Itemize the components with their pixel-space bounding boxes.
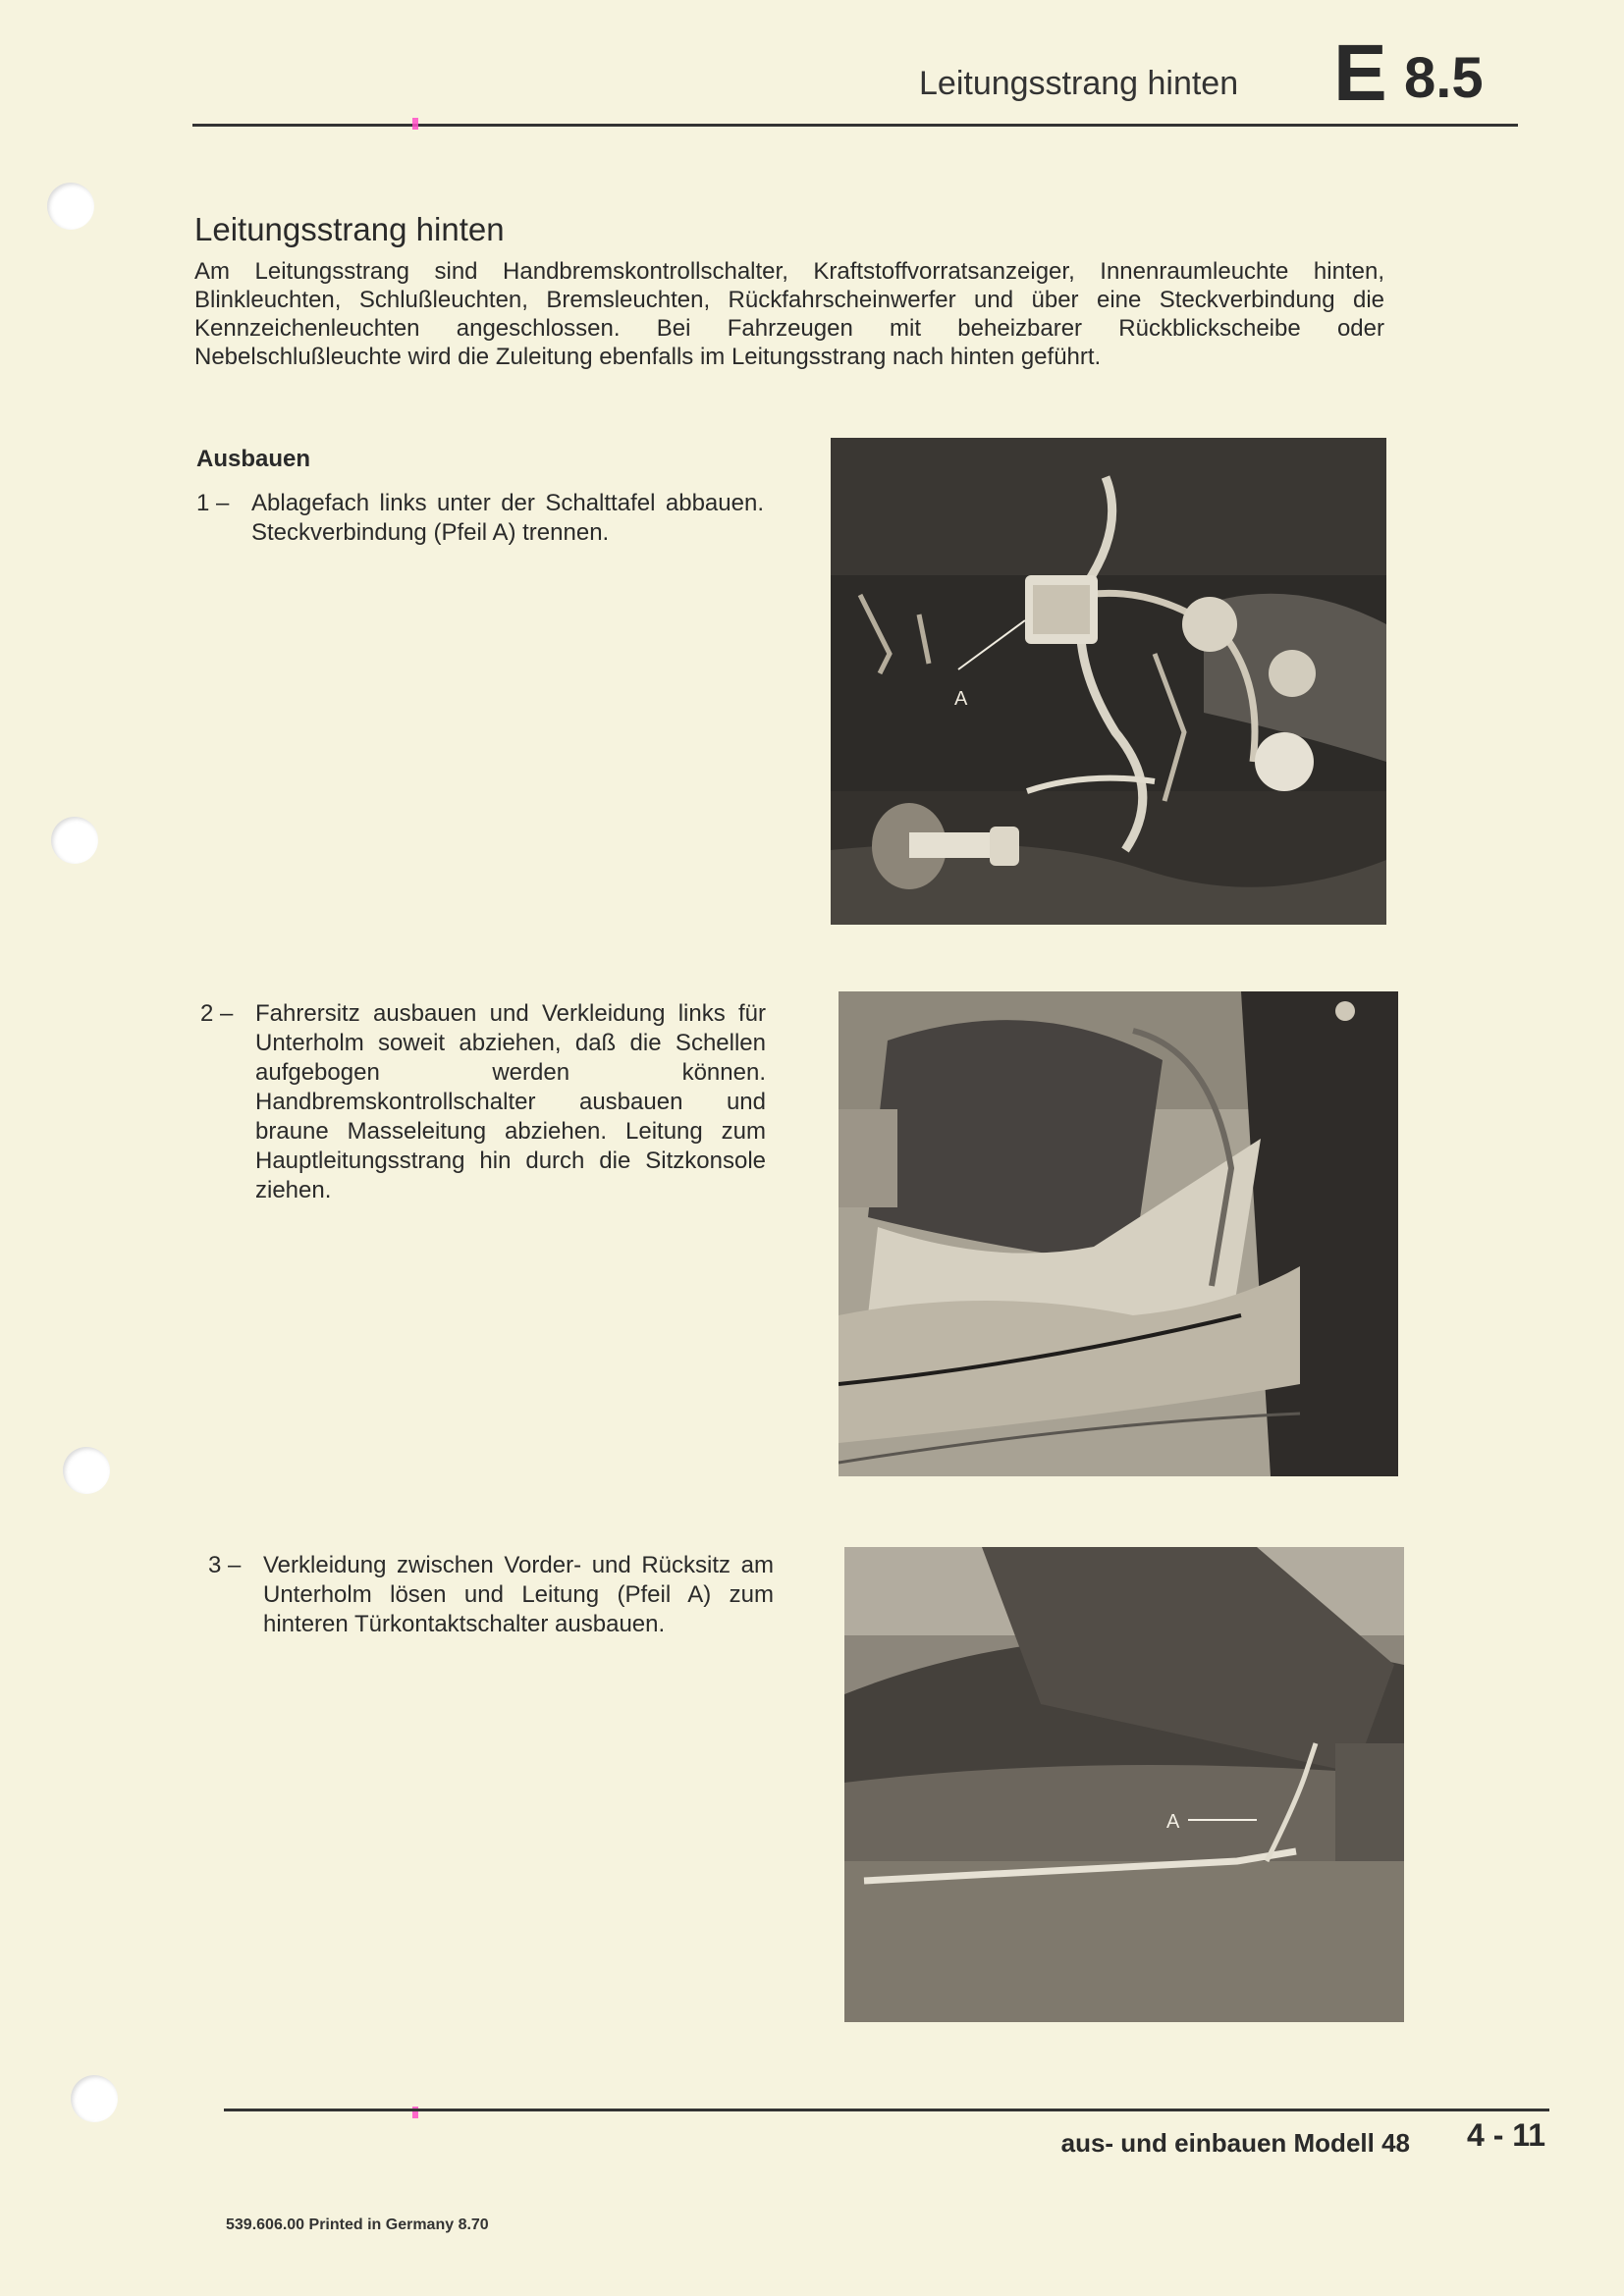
step-number: 3 – [208,1552,242,1578]
photo-label-a: A [954,688,968,710]
page-title: Leitungsstrang hinten [194,211,505,247]
photo-seat-console [839,991,1398,1476]
step-number: 1 – [196,490,230,516]
page-number: 4 - 11 [1467,2117,1546,2153]
scan-marker-line [412,118,418,130]
photo-label-a: A [1166,1811,1180,1833]
photo-dashboard-connector [831,438,1386,925]
step-3 [208,1551,774,1639]
print-info: 539.606.00 Printed in Germany 8.70 [226,2216,489,2233]
subheading-ausbauen: Ausbauen [196,446,311,472]
section-number: 8.5 [1404,46,1484,110]
punch-hole [63,1447,110,1494]
step-number: 2 – [200,1000,234,1027]
header-title: Leitungsstrang hinten [919,65,1239,102]
footer-rule [224,2109,1549,2111]
punch-hole [71,2075,118,2122]
step-2 [200,999,766,1205]
punch-hole [47,183,94,230]
section-letter: E [1333,28,1387,118]
step-text: Ablagefach links unter der Schalttafel abbauen. Steckverbindung (Pfeil A) trennen. [251,490,764,546]
footer-title: aus- und einbauen Modell 48 [1060,2128,1410,2158]
step-1 [196,489,764,548]
step-text: Verkleidung zwischen Vorder- und Rücksitz am Unterholm lösen und Leitung (Pfeil A) zum hinteren Türkontaktschalter ausbauen. [263,1552,774,1637]
photo-door-contact-lead [844,1547,1404,2022]
header-rule [192,124,1518,127]
step-text: Fahrersitz ausbauen und Verkleidung links für Unterholm soweit abziehen, daß die Schellen aufgebogen werden können. Handbremskontrollschalter ausbauen und braune Masseleitung abziehen. Leitung zum Hauptleitungsstrang hin durch die Sitzkonsole ziehen. [255,1000,766,1203]
punch-hole [51,817,98,864]
intro-paragraph: Am Leitungsstrang sind Handbremskontrollschalter, Kraftstoffvorratsanzeiger, Innenraumleuchte hinten, Blinkleuchten, Schlußleuchten, Bremsleuchten, Rückfahrscheinwerfer und über eine Steckverbindung die Kennzeichenleuchten angeschlossen. Bei Fahrzeugen mit beheizbarer Rückblickscheibe oder Nebelschlußleuchte wird die Zuleitung ebenfalls im Leitungsstrang nach hinten geführt. [194,258,1384,370]
